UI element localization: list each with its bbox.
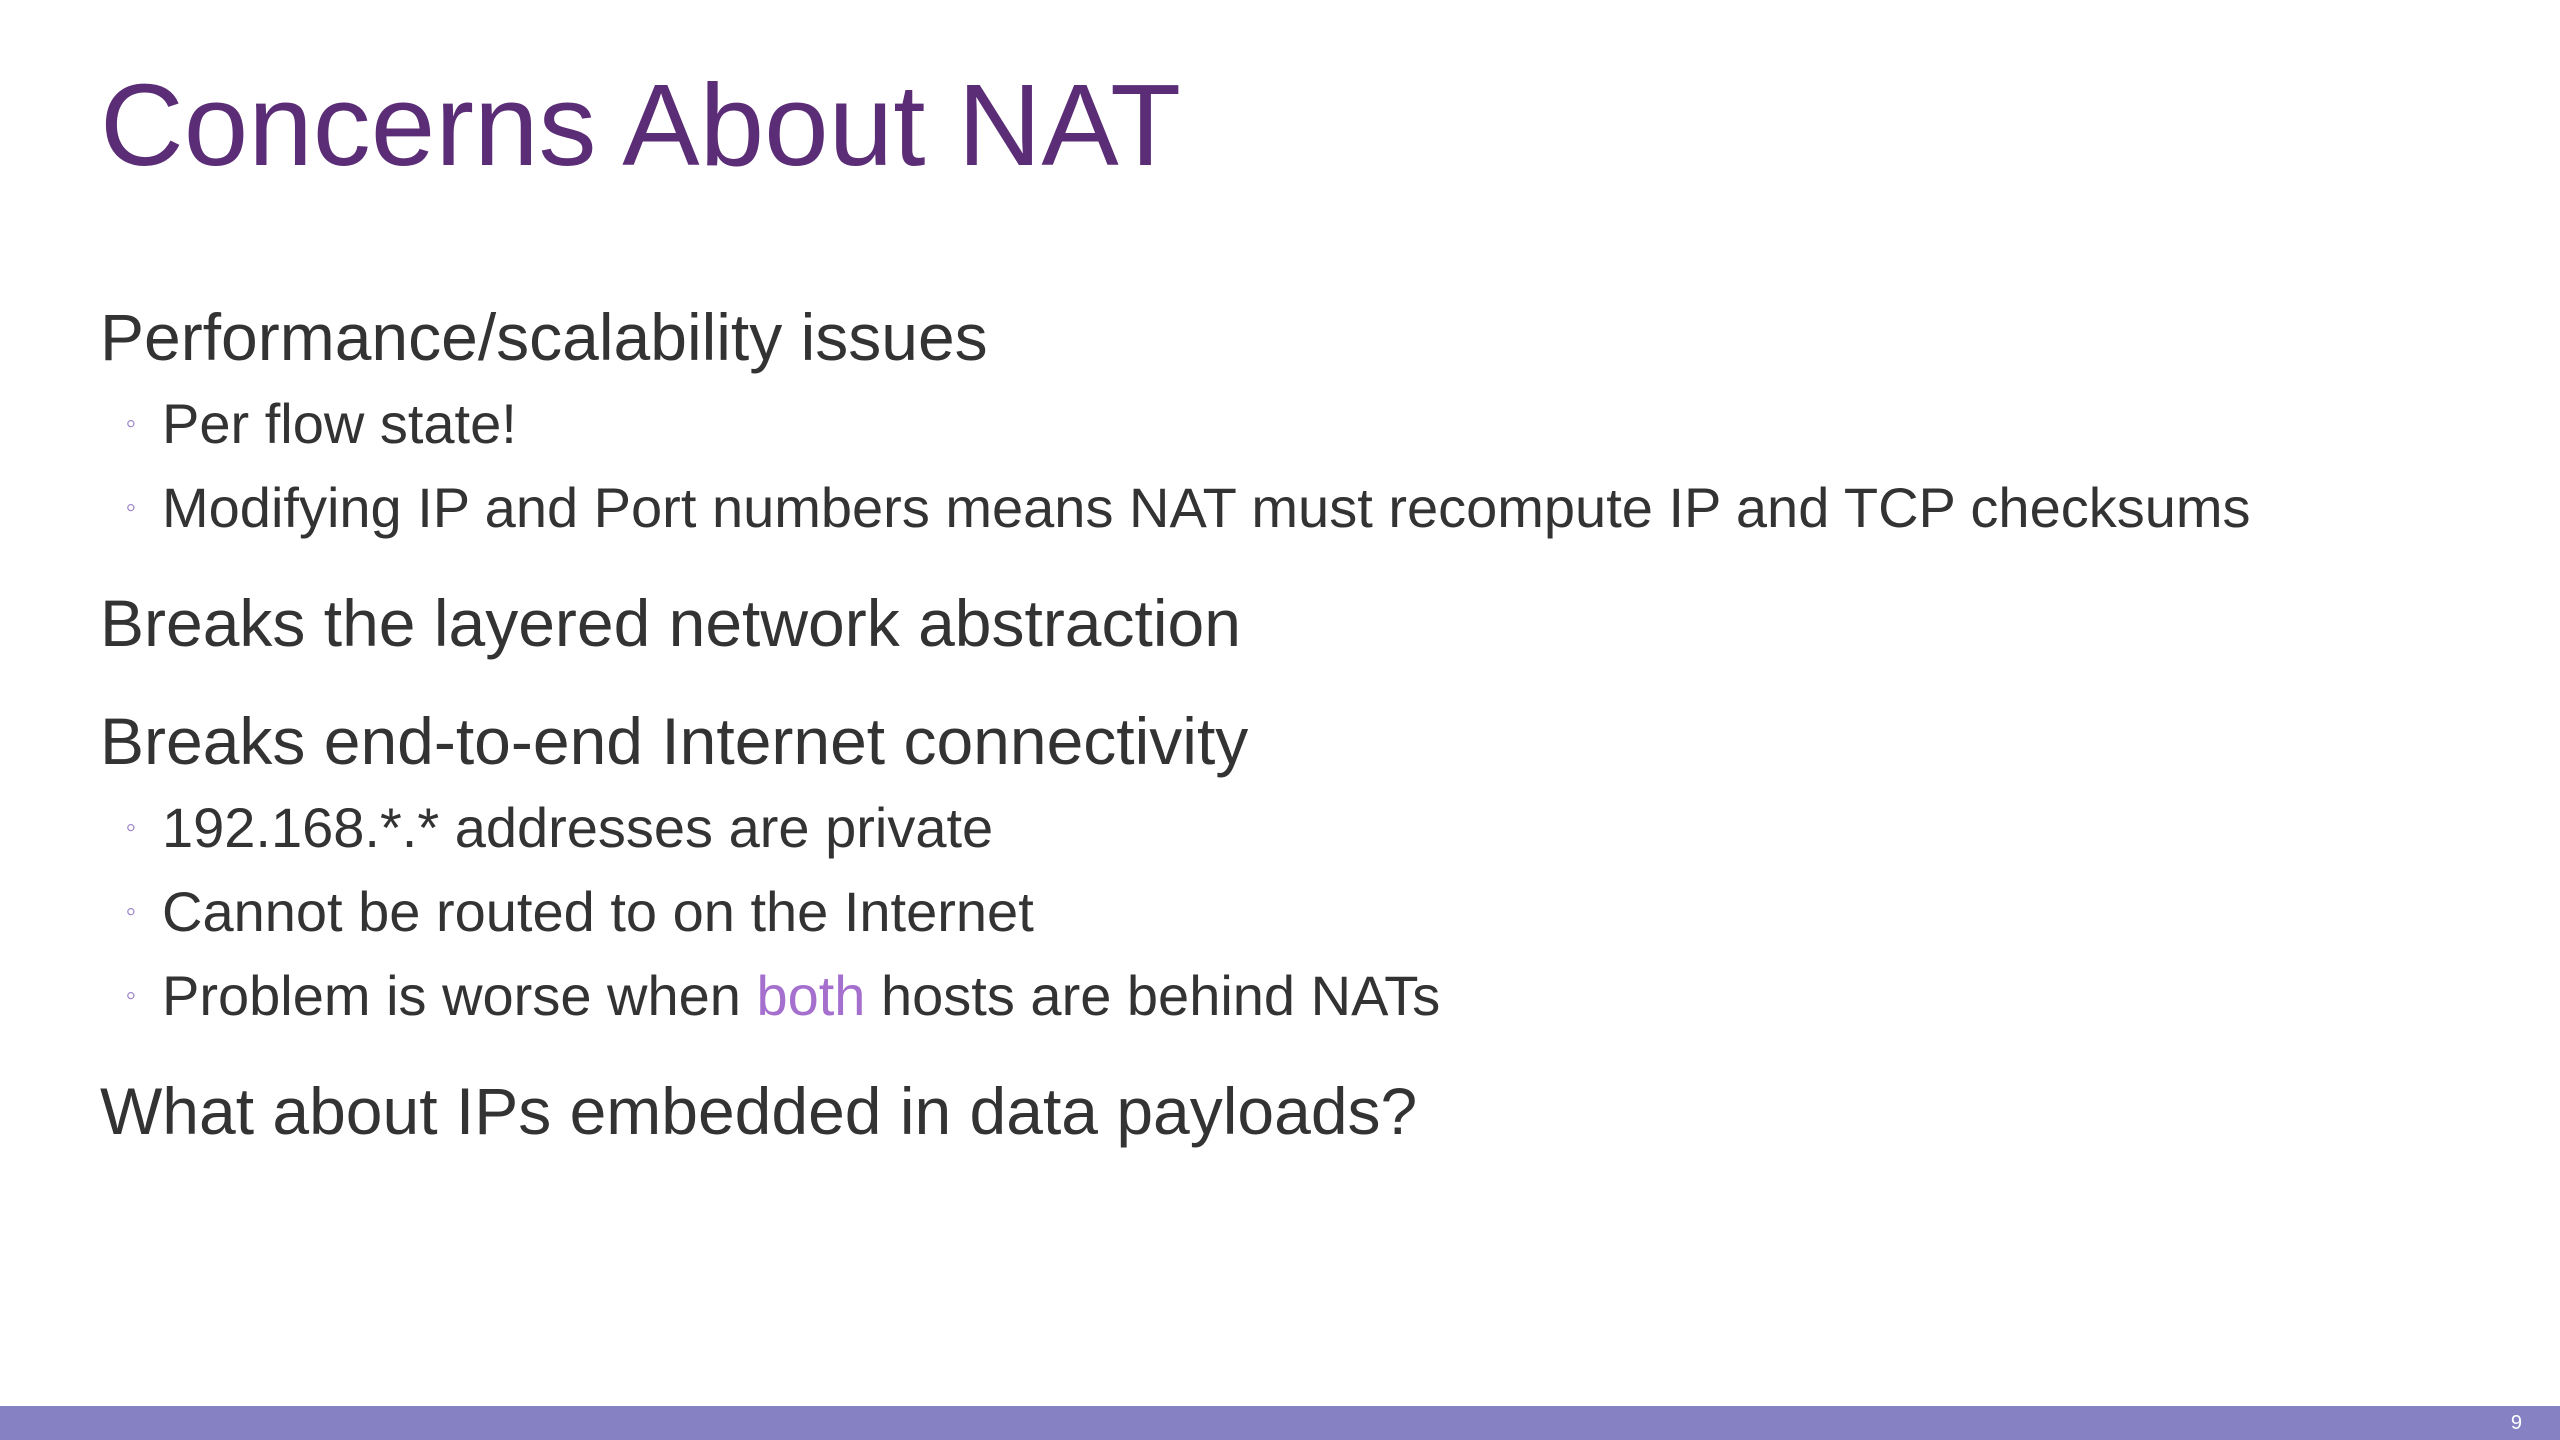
sub-bullet-text-after: hosts are behind NATs — [865, 964, 1441, 1027]
bullet-end-to-end: Breaks end-to-end Internet connectivity — [100, 704, 1249, 778]
slide-body — [100, 292, 2460, 1156]
bullet-circle-icon: ◦ — [125, 491, 137, 524]
highlighted-word: both — [756, 964, 866, 1027]
sub-bullet-private-addresses — [100, 786, 2460, 870]
sub-bullet-text: Modifying IP and Port numbers means NAT must recompute IP and TCP checksums — [162, 476, 2251, 539]
footer-bar — [0, 1406, 2560, 1440]
sub-bullet-text-before: Problem is worse when — [162, 964, 757, 1027]
sub-bullet-cannot-route — [100, 870, 2460, 954]
slide-title: Concerns About NAT — [100, 60, 1182, 190]
bullet-circle-icon: ◦ — [125, 979, 137, 1012]
bullet-embedded-ips: What about IPs embedded in data payloads? — [100, 1074, 1418, 1148]
sub-bullet-text: Per flow state! — [162, 392, 517, 455]
bullet-performance: Performance/scalability issues — [100, 300, 988, 374]
sub-bullet-text: Cannot be routed to on the Internet — [162, 880, 1034, 943]
bullet-circle-icon: ◦ — [125, 407, 137, 440]
sub-bullet-checksums — [100, 466, 2460, 550]
sub-bullet-both-hosts — [100, 954, 2460, 1038]
bullet-circle-icon: ◦ — [125, 895, 137, 928]
sub-bullet-per-flow-state — [100, 382, 2460, 466]
sub-bullet-text: 192.168.*.* addresses are private — [162, 796, 994, 859]
page-number: 9 — [2510, 1412, 2522, 1434]
bullet-layered-abstraction: Breaks the layered network abstraction — [100, 586, 1241, 660]
bullet-circle-icon: ◦ — [125, 811, 137, 844]
